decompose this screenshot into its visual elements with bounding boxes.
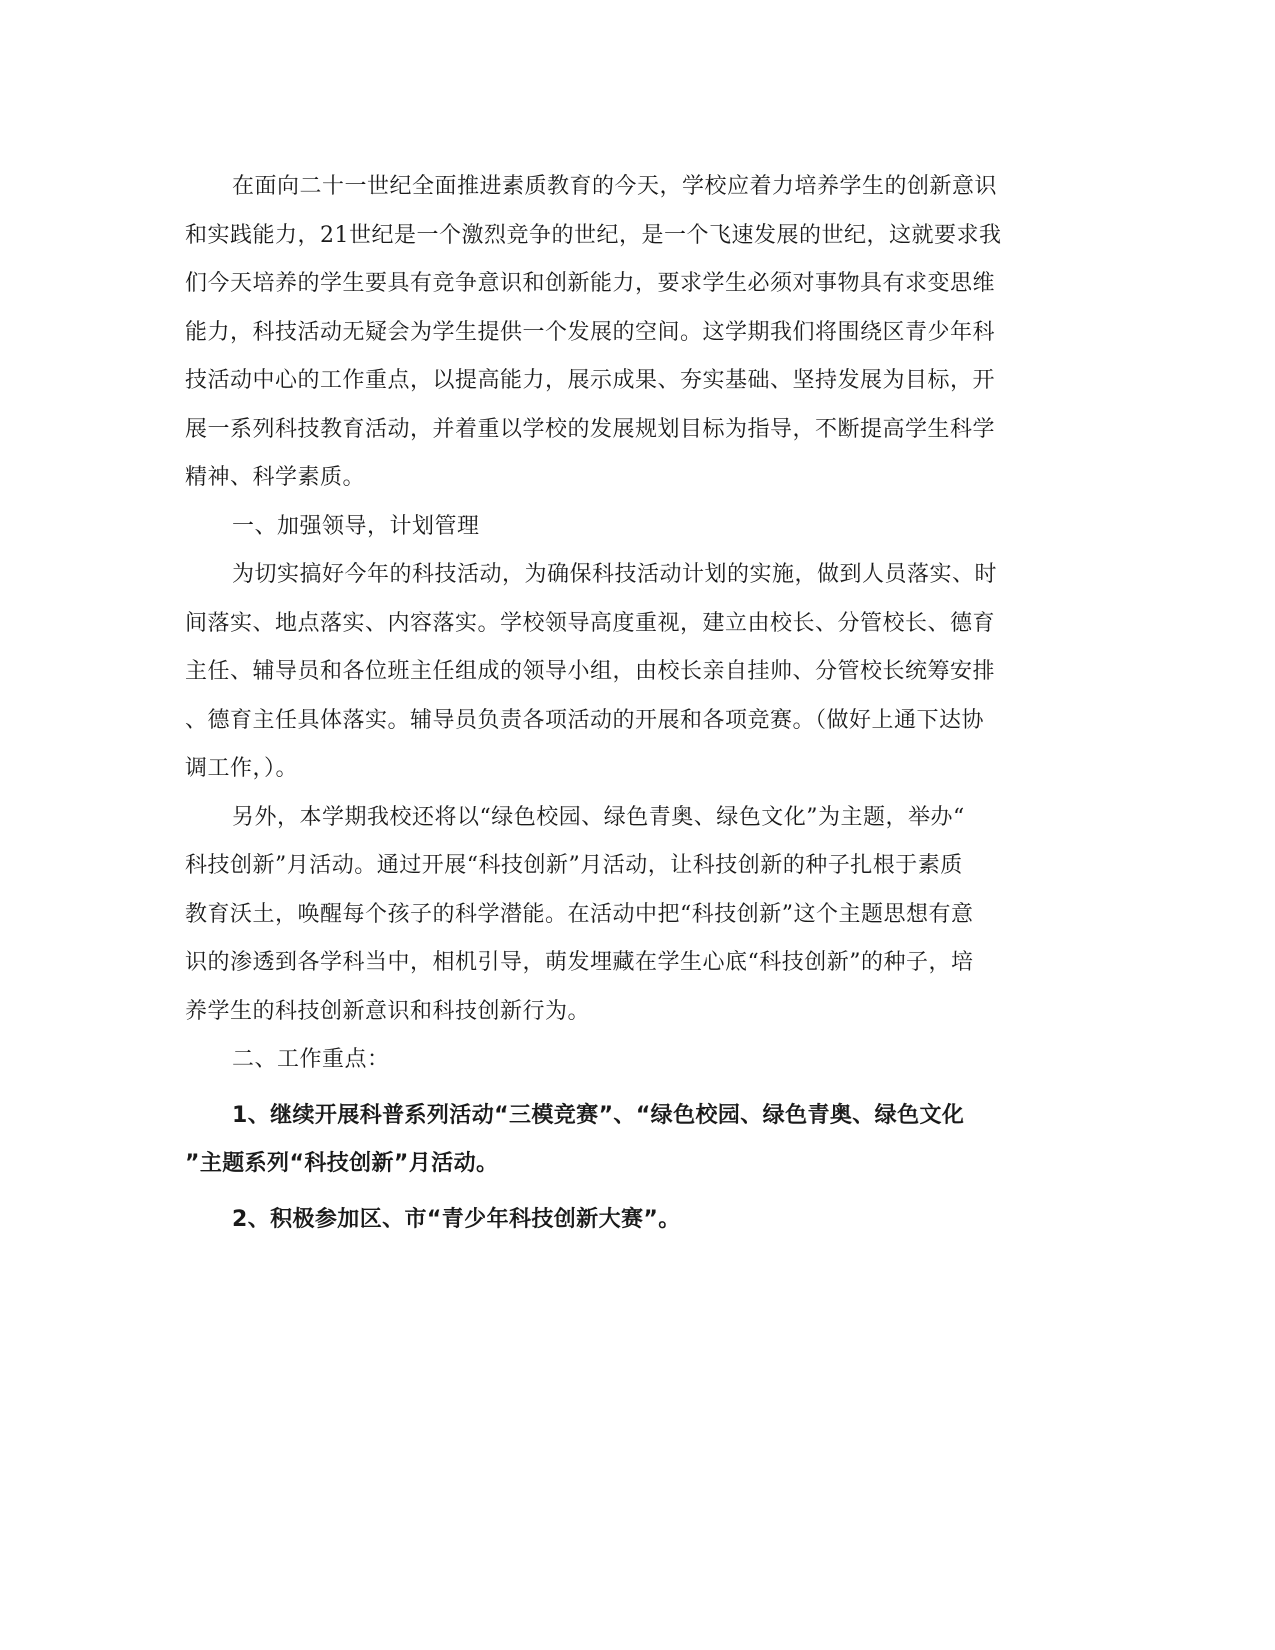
paragraph-line: 教育沃土，唤醒每个孩子的科学潜能。在活动中把“科技创新”这个主题思想有意 <box>185 901 974 927</box>
paragraph-line: 识的渗透到各学科当中，相机引导，萌发埋藏在学生心底“科技创新”的种子，培 <box>185 950 974 975</box>
list-item-line: 1、继续开展科普系列活动“三模竞赛”、“绿色校园、绿色青奥、绿色文化 <box>232 1102 965 1128</box>
paragraph-intro <box>185 163 1088 503</box>
paragraph-line: 、德育主任具体落实。辅导员负责各项活动的开展和各项竞赛。（做好上通下达协 <box>185 707 985 733</box>
paragraph-line: 技活动中心的工作重点，以提高能力，展示成果、夯实基础、坚持发展为目标，开 <box>185 368 996 393</box>
paragraph-line: 能力，科技活动无疑会为学生提供一个发展的空间。这学期我们将围绕区青少年科 <box>185 319 996 345</box>
paragraph-line: 在面向二十一世纪全面推进素质教育的今天，学校应着力培养学生的创新意识 <box>232 174 998 199</box>
paragraph-line: 另外，本学期我校还将以“绿色校园、绿色青奥、绿色文化”为主题，举办“ <box>232 804 965 830</box>
paragraph-line: 们今天培养的学生要具有竞争意识和创新能力，要求学生必须对事物具有求变思维 <box>185 271 996 296</box>
section-heading-work-focus: 二、工作重点： <box>232 1047 390 1072</box>
paragraph-line: 间落实、地点落实、内容落实。学校领导高度重视，建立由校长、分管校长、德育 <box>185 610 996 636</box>
paragraph-line: 精神、科学素质。 <box>185 465 366 490</box>
list-item-line: ”主题系列“科技创新”月活动。 <box>185 1151 499 1176</box>
paragraph-line: 展一系列科技教育活动，并着重以学校的发展规划目标为指导，不断提高学生科学 <box>185 416 996 442</box>
paragraph-line: 为切实搞好今年的科技活动，为确保科技活动计划的实施，做到人员落实、时 <box>232 562 998 587</box>
paragraph-line: 科技创新”月活动。通过开展“科技创新”月活动，让科技创新的种子扎根于素质 <box>185 853 963 878</box>
paragraph-line: 主任、辅导员和各位班主任组成的领导小组，由校长亲自挂帅、分管校长统筹安排 <box>185 659 996 684</box>
list-item-1 <box>185 1092 1088 1189</box>
section-heading-leadership: 一、加强领导，计划管理 <box>232 513 480 539</box>
paragraph-innovation-month <box>185 794 1088 1037</box>
paragraph-line: 和实践能力，21世纪是一个激烈竞争的世纪，是一个飞速发展的世纪，这就要求我 <box>185 222 1002 248</box>
list-item-2: 2、积极参加区、市“青少年科技创新大赛”。 <box>232 1206 681 1232</box>
document-body <box>185 163 1088 1244</box>
paragraph-leadership <box>185 551 1088 794</box>
paragraph-line: 养学生的科技创新意识和科技创新行为。 <box>185 998 591 1024</box>
paragraph-line: 调工作，）。 <box>185 756 299 781</box>
